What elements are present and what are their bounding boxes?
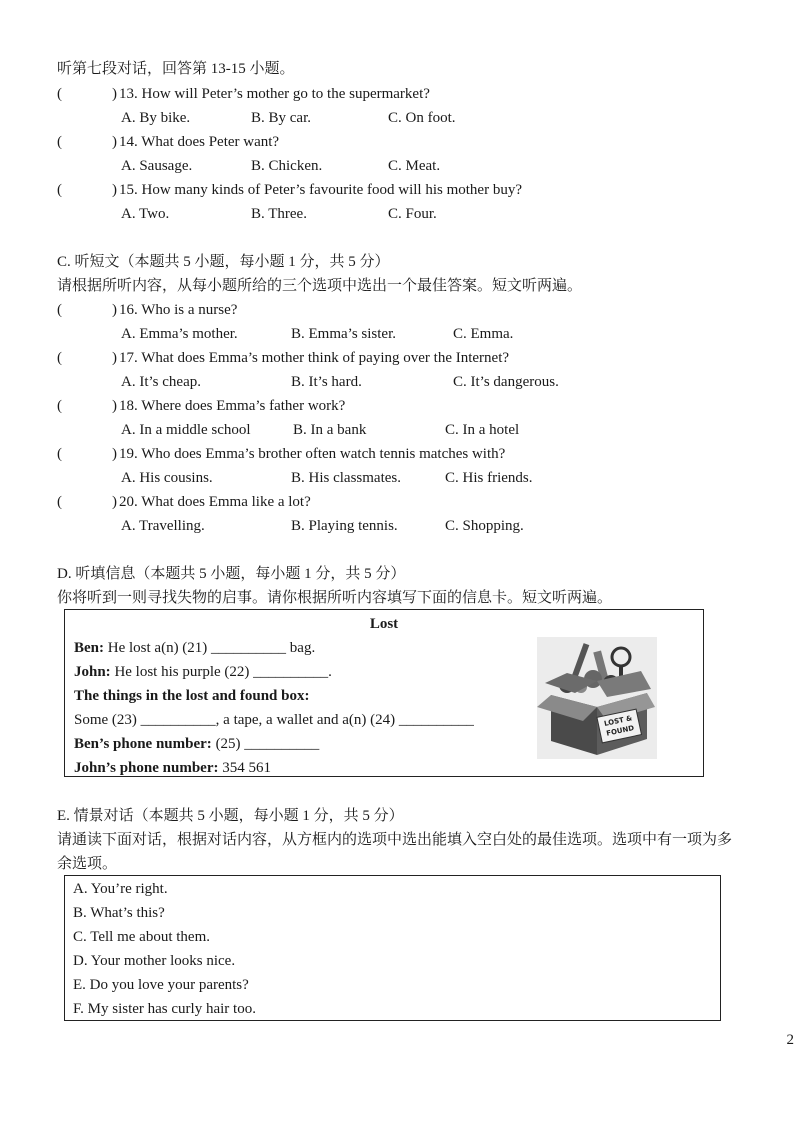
question-stem: 13. How will Peter’s mother go to the supermarket? [119, 86, 430, 102]
question-15 [57, 180, 522, 200]
option-a: A. Travelling. [121, 518, 205, 534]
option-b: B. His classmates. [291, 470, 401, 486]
option-b: B. In a bank [293, 422, 367, 438]
answer-paren-open: ( [57, 302, 62, 318]
question-stem: 14. What does Peter want? [119, 134, 280, 150]
option-c: C. Meat. [388, 158, 441, 174]
option-c: C. On foot. [388, 110, 456, 126]
answer-paren-close: ) [112, 302, 117, 318]
section-e-instruction-line1: 请通读下面对话，根据对话内容，从方框内的选项中选出能填入空白处的最佳选项。选项中有一项为多 [57, 832, 733, 848]
sign-text-line2: FOUND [605, 724, 635, 738]
section-e-heading: E. 情景对话（本题共 5 小题，每小题 1 分，共 5 分） [57, 808, 404, 824]
question-18 [57, 396, 345, 416]
ben-label: Ben: [74, 640, 104, 656]
question-14 [57, 132, 279, 152]
answer-paren-close: ) [112, 182, 117, 198]
question-stem: 16. Who is a nurse? [119, 302, 238, 318]
option-b: B. Playing tennis. [291, 518, 398, 534]
dialogue-option-d: D. Your mother looks nice. [73, 953, 236, 969]
page-number: 2 [786, 1032, 794, 1048]
john-label: John: [74, 664, 111, 680]
question-stem: 18. Where does Emma’s father work? [119, 398, 346, 414]
answer-paren-open: ( [57, 494, 62, 510]
box-items-row: Some (23) __________, a tape, a wallet and a(n) (24) __________ [74, 712, 474, 728]
john-row [74, 662, 332, 682]
question-20 [57, 492, 311, 512]
answer-paren-close: ) [112, 350, 117, 366]
dialogue-option-e: E. Do you love your parents? [73, 977, 249, 993]
question-17 [57, 348, 509, 368]
option-b: B. Emma’s sister. [291, 326, 396, 342]
answer-paren-open: ( [57, 398, 62, 414]
dialogue-option-b: B. What’s this? [73, 905, 165, 921]
sign-text-line1: LOST & [603, 714, 633, 728]
answer-paren-open: ( [57, 86, 62, 102]
answer-paren-close: ) [112, 86, 117, 102]
section-c-instruction: 请根据所听内容，从每小题所给的三个选项中选出一个最佳答案。短文听两遍。 [57, 278, 583, 294]
answer-paren-close: ) [112, 494, 117, 510]
question-19 [57, 444, 505, 464]
option-c: C. Emma. [453, 326, 514, 342]
option-a: A. By bike. [121, 110, 191, 126]
john-text: He lost his purple (22) __________. [110, 664, 332, 680]
answer-paren-close: ) [112, 134, 117, 150]
dialogue-options-box [64, 875, 721, 1021]
ben-phone-text: (25) __________ [211, 736, 320, 752]
lost-and-found-box-image [537, 637, 657, 759]
section-b-intro: 听第七段对话，回答第 13-15 小题。 [57, 61, 295, 77]
option-c: C. In a hotel [445, 422, 520, 438]
option-c: C. It’s dangerous. [453, 374, 559, 390]
ben-phone-row [74, 734, 319, 754]
ben-row [74, 638, 315, 658]
option-c: C. Shopping. [445, 518, 524, 534]
answer-paren-open: ( [57, 182, 62, 198]
dialogue-option-a: A. You’re right. [73, 881, 168, 897]
section-c-heading: C. 听短文（本题共 5 小题，每小题 1 分，共 5 分） [57, 254, 390, 270]
answer-paren-open: ( [57, 350, 62, 366]
option-c: C. Four. [388, 206, 437, 222]
question-stem: 17. What does Emma’s mother think of paying over the Internet? [119, 350, 510, 366]
question-stem: 15. How many kinds of Peter’s favourite food will his mother buy? [119, 182, 522, 198]
box-label-row [74, 686, 310, 706]
question-13 [57, 84, 430, 104]
section-e-instruction-line2: 余选项。 [57, 856, 118, 872]
lost-and-found-box-illustration [537, 637, 657, 759]
question-stem: 20. What does Emma like a lot? [119, 494, 311, 510]
question-16 [57, 300, 237, 320]
answer-paren-open: ( [57, 446, 62, 462]
box-label: The things in the lost and found box: [74, 688, 310, 704]
answer-paren-open: ( [57, 134, 62, 150]
john-phone-row [74, 758, 271, 778]
dialogue-option-c: C. Tell me about them. [73, 929, 210, 945]
option-a: A. Emma’s mother. [121, 326, 238, 342]
dialogue-option-f: F. My sister has curly hair too. [73, 1001, 256, 1017]
question-stem: 19. Who does Emma’s brother often watch tennis matches with? [119, 446, 506, 462]
option-a: A. In a middle school [121, 422, 251, 438]
card-title: Lost [369, 616, 399, 632]
section-d-heading: D. 听填信息（本题共 5 小题，每小题 1 分，共 5 分） [57, 566, 406, 582]
section-d-instruction: 你将听到一则寻找失物的启事。请你根据所听内容填写下面的信息卡。短文听两遍。 [57, 590, 613, 606]
option-b: B. Chicken. [251, 158, 323, 174]
option-b: B. By car. [251, 110, 311, 126]
option-c: C. His friends. [445, 470, 533, 486]
lost-info-card [64, 609, 704, 777]
option-a: A. It’s cheap. [121, 374, 201, 390]
option-a: A. Two. [121, 206, 170, 222]
option-a: A. Sausage. [121, 158, 193, 174]
option-b: B. Three. [251, 206, 307, 222]
answer-paren-close: ) [112, 446, 117, 462]
john-phone-label: John’s phone number: [74, 760, 219, 776]
option-b: B. It’s hard. [291, 374, 362, 390]
answer-paren-close: ) [112, 398, 117, 414]
option-a: A. His cousins. [121, 470, 213, 486]
ben-text: He lost a(n) (21) __________ bag. [104, 640, 316, 656]
ben-phone-label: Ben’s phone number: [74, 736, 212, 752]
john-phone-text: 354 561 [218, 760, 271, 776]
